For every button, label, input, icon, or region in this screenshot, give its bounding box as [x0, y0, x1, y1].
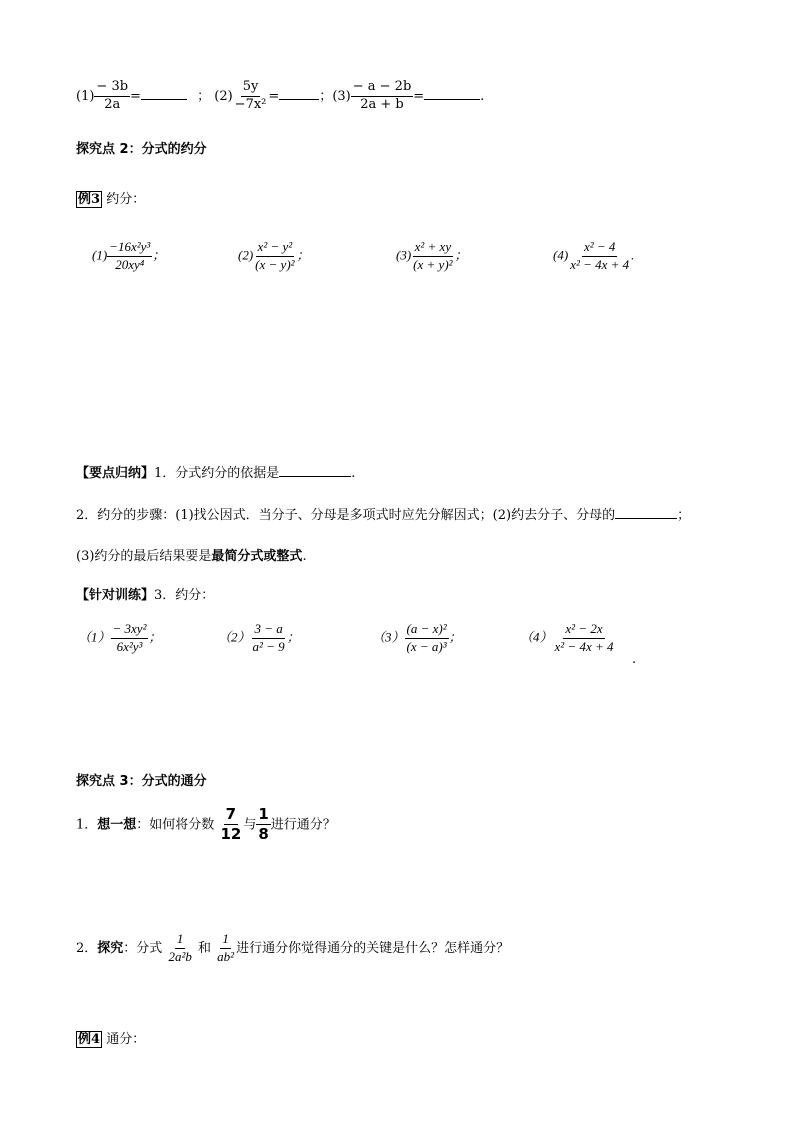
practice-item-4	[520, 622, 616, 655]
numerator: 7	[224, 806, 238, 825]
period: .	[351, 466, 356, 481]
equals: =	[268, 88, 280, 104]
ex3-item-1	[92, 240, 165, 273]
section-title-2: 探究点 2：分式的约分	[76, 142, 207, 157]
item-label: （2）	[218, 629, 251, 645]
think-text: 与	[243, 817, 257, 833]
think-label: 想一想	[97, 817, 137, 833]
equals: =	[413, 88, 425, 104]
separator: ；	[454, 247, 468, 263]
denominator: 8	[258, 825, 269, 844]
summary-text: 1．分式约分的依据是	[154, 466, 280, 481]
numerator: 1	[175, 932, 186, 949]
summary-line-1	[76, 462, 355, 481]
practice-item-3	[372, 622, 462, 655]
denominator: 2a²b	[168, 948, 192, 964]
fraction	[166, 932, 193, 965]
item-label: （4）	[520, 629, 553, 645]
numerator: − 3b	[94, 80, 130, 97]
fraction	[94, 80, 130, 113]
denominator: −7x²	[234, 96, 267, 112]
numerator: x² − 2x	[563, 622, 604, 639]
explore-text: 和	[198, 940, 212, 956]
denominator: 2a + b	[360, 96, 404, 112]
item-label: (1)	[76, 88, 95, 104]
fraction	[351, 80, 414, 113]
numerator: −16x²y³	[107, 240, 152, 257]
example-text: 通分：	[106, 1032, 146, 1047]
practice-heading: 【针对训练】	[76, 588, 155, 603]
denominator: 6x²y³	[116, 638, 143, 654]
ex3-item-2	[238, 240, 310, 273]
item-label: (3)	[332, 88, 351, 104]
summary-heading: 【要点归纳】	[76, 466, 155, 481]
item-label: (1)	[92, 247, 108, 263]
answer-blank[interactable]	[279, 464, 351, 477]
numerator: x² − 4	[582, 240, 617, 257]
item-number: 1．	[76, 817, 98, 833]
item-label: （1）	[78, 629, 111, 645]
numerator: 5y	[241, 80, 261, 97]
ex3-item-4	[553, 240, 634, 273]
example-text: 约分：	[106, 192, 146, 207]
item-number: 2．	[76, 940, 98, 956]
separator: ；	[296, 247, 310, 263]
summary-line-3	[76, 545, 307, 564]
example-3	[76, 188, 145, 207]
denominator: x² − 4x + 4	[554, 638, 614, 654]
item-label: （3）	[372, 629, 405, 645]
example-4	[76, 1028, 145, 1047]
ex3-item-3	[396, 240, 468, 273]
item-label: (2)	[214, 88, 233, 104]
fraction	[218, 806, 243, 844]
separator: ；	[197, 88, 211, 104]
denominator: ab²	[217, 948, 235, 964]
period: .	[302, 549, 307, 564]
practice-heading-line	[76, 584, 214, 603]
denominator: 12	[220, 825, 242, 844]
denominator: (x − y)²	[255, 256, 295, 272]
practice-item-2	[218, 622, 300, 655]
numerator: 1	[256, 806, 270, 825]
separator: ；	[677, 508, 691, 523]
exercise-line-1	[76, 80, 484, 113]
separator: ；	[152, 247, 166, 263]
fraction	[256, 806, 270, 844]
numerator: 3 − a	[252, 622, 284, 639]
fraction	[215, 932, 236, 965]
item-label: (3)	[396, 247, 412, 263]
summary-emphasis: 最简分式或整式	[211, 549, 303, 564]
practice-period: .	[632, 652, 637, 667]
summary-text: (3)约分的最后结果要是	[76, 549, 212, 564]
answer-blank[interactable]	[279, 87, 319, 100]
fraction	[233, 80, 269, 113]
example-tag: 例3	[78, 192, 101, 207]
answer-blank[interactable]	[141, 87, 187, 100]
explore-text: 进行通分你觉得通分的关键是什么？怎样通分？	[236, 940, 510, 956]
denominator: (x − a)³	[406, 638, 447, 654]
separator: .	[631, 247, 635, 263]
denominator: a² − 9	[252, 638, 285, 654]
practice-text: 3．约分：	[154, 588, 215, 603]
numerator: 1	[220, 932, 231, 949]
answer-blank[interactable]	[424, 87, 480, 100]
denominator: x² − 4x + 4	[570, 256, 630, 272]
separator: ；	[448, 629, 462, 645]
separator: ；	[148, 629, 162, 645]
summary-text: 2．约分的步骤：(1)找公因式．当分子、分母是多项式时应先分解因式；(2)约去分子、分母的	[76, 508, 616, 523]
item-label: (4)	[553, 247, 569, 263]
think-line	[76, 806, 336, 844]
period: .	[480, 88, 485, 104]
explore-text: ：分式	[123, 940, 163, 956]
numerator: − 3xy²	[111, 622, 149, 639]
separator: ；	[319, 88, 333, 104]
denominator: 2a	[104, 96, 121, 112]
explore-label: 探究	[97, 940, 124, 956]
numerator: (a − x)²	[405, 622, 449, 639]
think-text: 进行通分？	[270, 817, 336, 833]
item-label: (2)	[238, 247, 254, 263]
explore-line	[76, 932, 509, 965]
numerator: x² + xy	[413, 240, 453, 257]
summary-line-2	[76, 504, 690, 523]
denominator: 20xy⁴	[115, 256, 145, 272]
numerator: − a − 2b	[351, 80, 414, 97]
denominator: (x + y)²	[413, 256, 453, 272]
example-tag: 例4	[78, 1032, 101, 1047]
section-title-3: 探究点 3：分式的通分	[76, 774, 207, 789]
equals: =	[130, 88, 141, 104]
think-text: ：如何将分数	[136, 817, 215, 833]
separator: ；	[286, 629, 300, 645]
practice-item-1	[78, 622, 162, 655]
answer-blank[interactable]	[615, 506, 677, 519]
numerator: x² − y²	[256, 240, 295, 257]
